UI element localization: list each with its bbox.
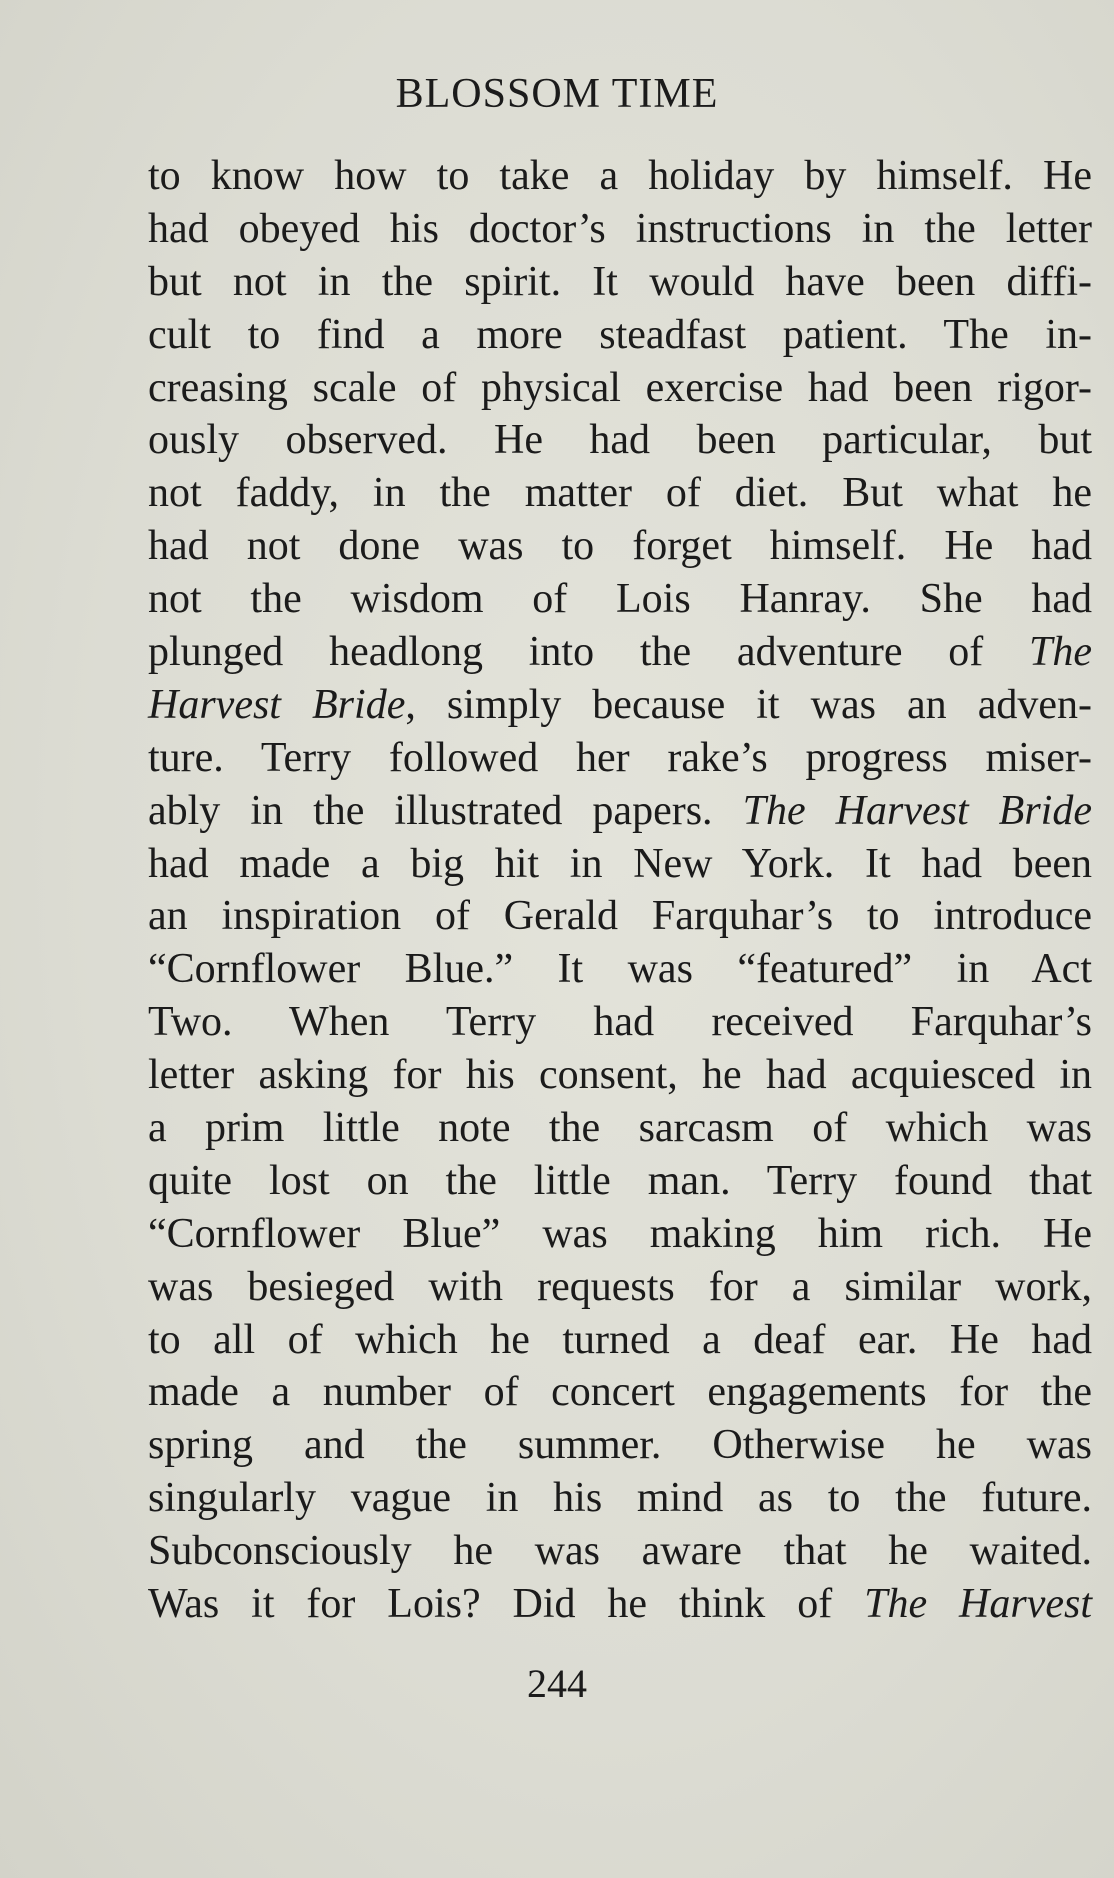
text-run: ably in the illustrated papers. [148,787,743,834]
text-line [148,838,1092,891]
text-line [148,1261,1092,1314]
text-line [148,1314,1092,1367]
text-line [148,309,1092,362]
text-run: made a number of concert engagements for the [148,1369,1092,1416]
running-head: BLOSSOM TIME [395,71,719,117]
text-run: Two. When Terry had received Farquhar’s [148,999,1092,1046]
text-run: ously observed. He had been particular, but [148,417,1092,464]
text-line [148,732,1092,785]
text-line [148,150,1092,203]
text-line [148,1419,1092,1472]
text-run: “Cornflower Blue.” It was “featured” in Act [148,946,1092,993]
text-line [148,1049,1092,1102]
text-line [148,256,1092,309]
italic-title: The [1029,629,1092,676]
text-line [148,1102,1092,1155]
text-run: cult to find a more steadfast patient. The in- [148,311,1092,358]
text-run: had obeyed his doctor’s instructions in the letter [148,205,1092,252]
text-run: spring and the summer. Otherwise he was [148,1422,1092,1469]
text-line [148,996,1092,1049]
text-run: was besieged with requests for a similar work, [148,1263,1092,1310]
text-line [148,1366,1092,1419]
text-line [148,362,1092,415]
page-number: 244 [527,1661,587,1706]
text-run: plunged headlong into the adventure of [148,629,1029,676]
text-run: had not done was to forget himself. He had [148,523,1092,570]
text-run: an inspiration of Gerald Farquhar’s to introduce [148,893,1092,940]
text-run: but not in the spirit. It would have been diffi- [148,258,1092,305]
text-line [148,1472,1092,1525]
text-line [148,414,1092,467]
text-run: had made a big hit in New York. It had been [148,840,1092,887]
text-line [148,203,1092,256]
text-run: Was it for Lois? Did he think of [148,1581,865,1628]
text-run: “Cornflower Blue” was making him rich. He [148,1210,1092,1257]
text-line [148,1525,1092,1578]
italic-title: The Harvest [864,1581,1092,1628]
text-run: ture. Terry followed her rake’s progress miser- [148,734,1092,781]
italic-title: Harvest Bride [148,681,406,728]
text-line [148,467,1092,520]
text-line [148,1208,1092,1261]
text-line [148,520,1092,573]
text-run: to all of which he turned a deaf ear. He had [148,1316,1092,1363]
text-line [148,890,1092,943]
text-run: not the wisdom of Lois Hanray. She had [148,576,1092,623]
text-run: Subconsciously he was aware that he waited. [148,1528,1092,1575]
text-run: creasing scale of physical exercise had been rigor- [148,364,1092,411]
italic-title: The Harvest Bride [742,787,1092,834]
body-text [148,150,1092,1631]
text-line [148,1155,1092,1208]
text-line [148,1578,1092,1631]
text-run: a prim little note the sarcasm of which was [148,1105,1092,1152]
text-run: not faddy, in the matter of diet. But what he [148,470,1092,517]
text-line [148,943,1092,996]
text-line [148,679,1092,732]
text-run: singularly vague in his mind as to the future. [148,1475,1092,1522]
text-run: letter asking for his consent, he had acquiesced in [148,1052,1092,1099]
text-run: quite lost on the little man. Terry found that [148,1157,1092,1204]
text-line [148,626,1092,679]
text-line [148,573,1092,626]
text-line [148,785,1092,838]
text-run: , simply because it was an adven- [405,681,1092,728]
text-run: to know how to take a holiday by himself. He [148,153,1092,199]
